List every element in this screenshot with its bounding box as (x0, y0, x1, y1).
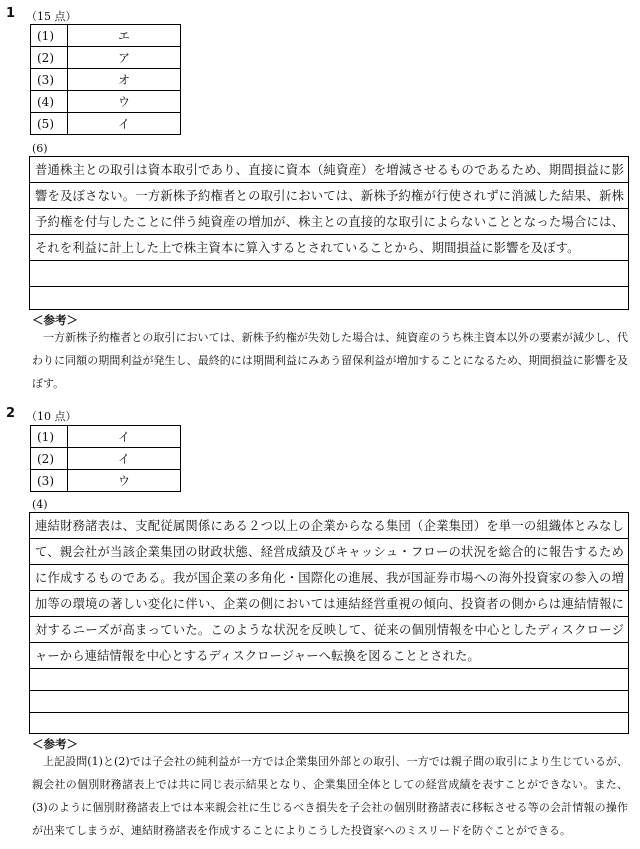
choice-label: (2) (31, 448, 68, 470)
question-1-sub6-label: (6) (32, 142, 48, 155)
choice-value: オ (68, 69, 181, 91)
question-2-reference-heading: ＜参考＞ (32, 737, 78, 751)
question-1-number: 1 (6, 6, 16, 21)
table-row (31, 470, 181, 492)
choice-value: ア (68, 47, 181, 69)
question-2-choice-table (30, 425, 181, 492)
choice-value: イ (68, 448, 181, 470)
choice-label: (5) (31, 113, 68, 135)
question-2-sub4-label: (4) (32, 498, 48, 511)
choice-label: (1) (31, 426, 68, 448)
ruled-line (30, 286, 628, 287)
choice-label: (1) (31, 25, 68, 47)
table-row (31, 25, 181, 47)
table-row (31, 448, 181, 470)
question-1-choice-table (30, 24, 181, 135)
ruled-line (30, 712, 628, 713)
choice-label: (3) (31, 69, 68, 91)
table-row (31, 69, 181, 91)
choice-label: (2) (31, 47, 68, 69)
question-1-points: （15 点） (26, 10, 77, 23)
question-2-answer-box (29, 512, 629, 734)
table-row (31, 47, 181, 69)
choice-value: ウ (68, 91, 181, 113)
question-2-reference-text: 上記設問(1)と(2)では子会社の純利益が一方では企業集団外部との取引、一方では親子間の取引により生じているが、親会社の個別財務諸表上では共に同じ表示結果となり、企業集団全体としての経営成績を表すことができない。また、(3)のように個別財務諸表上では本来親会社に生じるべき損失を子会社の個別財務諸表に移転させる等の会計情報の操作が出来てしまうが、連結財務諸表を作成することによりこうした投資家へのミスリードを防ぐことができる。 (32, 755, 628, 837)
question-2-number: 2 (6, 406, 16, 421)
question-1-reference-text: 一方新株予約権者との取引においては、新株予約権が失効した場合は、純資産のうち株主資本以外の要素が減少し、代わりに同額の期間利益が発生し、最終的には期間利益にみあう留保利益が増加することになるため、期間損益に影響を及ぼす。 (32, 331, 628, 390)
question-1-reference-heading: ＜参考＞ (32, 313, 78, 327)
table-row (31, 113, 181, 135)
choice-value: イ (68, 426, 181, 448)
choice-value: ウ (68, 470, 181, 492)
question-1-answer-text: 普通株主との取引は資本取引であり、直接に資本（純資産）を増減させるものであるため、期間損益に影響を及ぼさない。一方新株予約権者との取引においては、新株予約権が行使されずに消滅した結果、新株予約権を付与したことに伴う純資産の増加が、株主との直接的な取引によらないこととなった場合には、それを利益に計上した上で株主資本に算入するとされていることから、期間損益に影響を及ぼす。 (35, 163, 624, 255)
choice-label: (3) (31, 470, 68, 492)
choice-value: エ (68, 25, 181, 47)
choice-value: イ (68, 113, 181, 135)
ruled-line (30, 690, 628, 691)
table-row (31, 91, 181, 113)
choice-label: (4) (31, 91, 68, 113)
table-row (31, 426, 181, 448)
question-2-answer-text: 連結財務諸表は、支配従属関係にある２つ以上の企業からなる集団（企業集団）を単一の組織体とみなして、親会社が当該企業集団の財政状態、経営成績及びキャッシュ・フローの状況を総合的に報告するために作成するものである。我が国企業の多角化・国際化の進展、我が国証券市場への海外投資家の参入の増加等の環境の著しい変化に伴い、企業の側においては連結経営重視の傾向、投資者の側からは連結情報に対するニーズが高まっていた。このような状況を反映して、従来の個別情報を中心としたディスクロージャーから連結情報を中心とするディスクロージャーへ転換を図ることとされた。 (35, 519, 624, 663)
question-2-points: （10 点） (26, 410, 77, 423)
question-1-answer-box (29, 156, 629, 310)
